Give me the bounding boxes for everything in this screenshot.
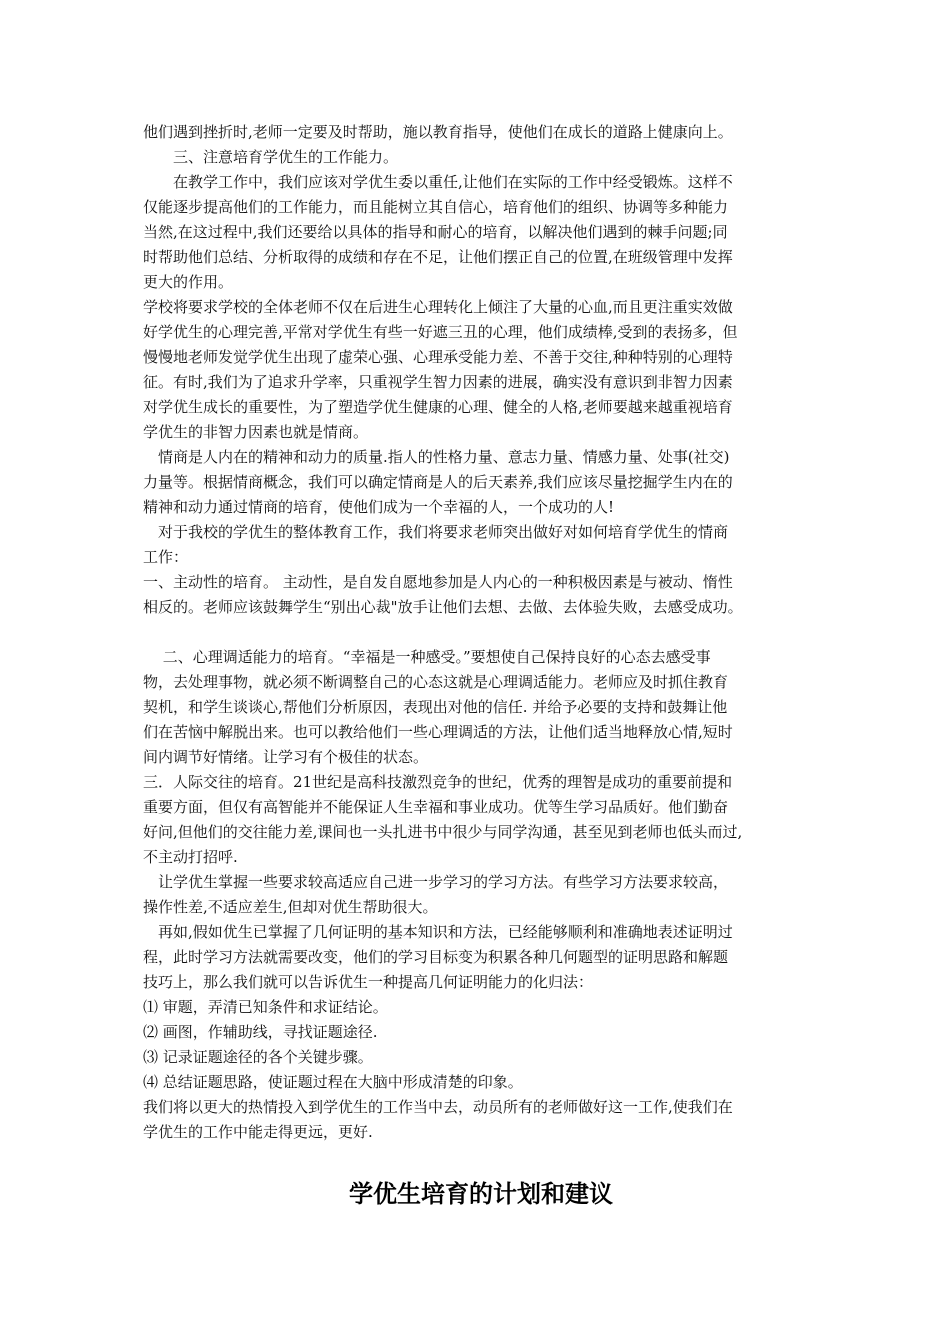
text-line: 对学优生成长的重要性，为了塑造学优生健康的心理、健全的人格,老师要越来越重视培育 xyxy=(143,398,733,416)
text-line: 三．人际交往的培育。21世纪是高科技激烈竞争的世纪，优秀的理智是成功的重要前提和 xyxy=(143,773,733,791)
text-line: 一、主动性的培育。 主动性，是自发自愿地参加是人内心的一种积极因素是与被动、惰性 xyxy=(143,573,733,591)
text-line: 我们将以更大的热情投入到学优生的工作当中去，动员所有的老师做好这一工作,使我们在 xyxy=(143,1098,733,1116)
document-heading: 学优生培育的计划和建议 xyxy=(349,1179,613,1208)
text-line: 契机，和学生谈谈心,帮他们分析原因，表现出对他的信任. 并给予必要的支持和鼓舞让他 xyxy=(143,698,728,716)
text-line: 在教学工作中，我们应该对学优生委以重任,让他们在实际的工作中经受锻炼。这样不 xyxy=(143,173,733,191)
text-line: 技巧上，那么我们就可以告诉优生一种提高几何证明能力的化归法： xyxy=(143,973,594,991)
text-line: ⑶ 记录证题途径的各个关键步骤。 xyxy=(143,1048,373,1066)
text-line: 间内调节好情绪。让学习有个极佳的状态。 xyxy=(143,748,429,766)
text-line: ⑴ 审题，弄清已知条件和求证结论。 xyxy=(143,998,388,1016)
text-line: 学优生的工作中能走得更远，更好. xyxy=(143,1123,373,1141)
text-line: 工作： xyxy=(143,548,189,566)
text-line: 对于我校的学优生的整体教育工作，我们将要求老师突出做好对如何培育学优生的情商 xyxy=(143,523,729,541)
text-line: 征。有时,我们为了追求升学率，只重视学生智力因素的进展，确实没有意识到非智力因素 xyxy=(143,373,733,391)
text-line: 再如,假如优生已掌握了几何证明的基本知识和方法，已经能够顺利和准确地表述证明过 xyxy=(143,923,733,941)
text-line: 不主动打招呼. xyxy=(143,848,238,866)
text-line: 操作性差,不适应差生,但却对优生帮助很大。 xyxy=(143,898,438,916)
text-line: ⑵ 画图，作辅助线，寻找证题途径. xyxy=(143,1023,378,1041)
text-line: 他们遇到挫折时,老师一定要及时帮助，施以教育指导，使他们在成长的道路上健康向上。 xyxy=(143,123,733,141)
text-line: 学校将要求学校的全体老师不仅在后进生心理转化上倾注了大量的心血,而且更注重实效做 xyxy=(143,298,733,316)
text-line: 好问,但他们的交往能力差,课间也一头扎进书中很少与同学沟通，甚至见到老师也低头而过, xyxy=(143,823,743,841)
document-body xyxy=(143,120,819,1145)
text-line: 三、注意培育学优生的工作能力。 xyxy=(143,148,399,166)
text-line: 学优生的非智力因素也就是情商。 xyxy=(143,423,369,441)
text-line: 力量等。根据情商概念，我们可以确定情商是人的后天素养,我们应该尽量挖掘学生内在的 xyxy=(143,473,733,491)
text-line: 当然,在这过程中,我们还要给以具体的指导和耐心的培育，以解决他们遇到的棘手问题;同 xyxy=(143,223,728,241)
text-line: 好学优生的心理完善,平常对学优生有些一好遮三丑的心理，他们成绩棒,受到的表扬多，但 xyxy=(143,323,738,341)
text-line: 时帮助他们总结、分析取得的成绩和存在不足，让他们摆正自己的位置,在班级管理中发挥 xyxy=(143,248,733,266)
text-line: 慢慢地老师发觉学优生出现了虚荣心强、心理承受能力差、不善于交往,种种特别的心理特 xyxy=(143,348,733,366)
text-line: 程，此时学习方法就需要改变，他们的学习目标变为积累各种几何题型的证明思路和解题 xyxy=(143,948,729,966)
text-line: 让学优生掌握一些要求较高适应自己进一步学习的学习方法。有些学习方法要求较高， xyxy=(143,873,729,891)
text-line: 物，去处理事物，就必须不断调整自己的心态这就是心理调适能力。老师应及时抓住教育 xyxy=(143,673,729,691)
text-line: ⑷ 总结证题思路，使证题过程在大脑中形成清楚的印象。 xyxy=(143,1073,523,1091)
blank-line xyxy=(143,620,819,645)
text-line: 情商是人内在的精神和动力的质量.指人的性格力量、意志力量、情感力量、处事(社交) xyxy=(143,448,730,466)
text-line: 们在苦恼中解脱出来。也可以教给他们一些心理调适的方法，让他们适当地释放心情,短时 xyxy=(143,723,733,741)
text-line: 精神和动力通过情商的培育，使他们成为一个幸福的人，一个成功的人! xyxy=(143,498,615,516)
text-line: 重要方面，但仅有高智能并不能保证人生幸福和事业成功。优等生学习品质好。他们勤奋 xyxy=(143,798,729,816)
text-line: 更大的作用。 xyxy=(143,273,234,291)
text-line: 二、心理调适能力的培育。“幸福是一种感受。”要想使自己保持良好的心态去感受事 xyxy=(143,648,711,666)
text-line: 相反的。老师应该鼓舞学生“别出心裁"放手让他们去想、去做、去体验失败，去感受成功。 xyxy=(143,598,743,616)
text-line: 仅能逐步提高他们的工作能力，而且能树立其自信心，培育他们的组织、协调等多种能力 xyxy=(143,198,729,216)
